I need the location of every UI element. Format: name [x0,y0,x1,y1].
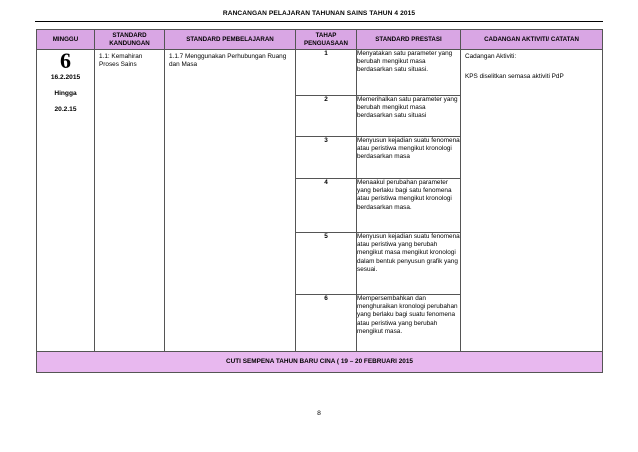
standard-kandungan-text: 1.1: Kemahiran Proses Sains [99,53,143,69]
outcome-cell: Mempersembahkan dan menghuraikan kronologi perubahan yang berlaku bagi suatu fenomena atau peristiwa yang berubah mengikut masa. [357,295,461,352]
standard-pembelajaran-text: 1.1.7 Menggunakan Perhubungan Ruang dan Masa [169,53,287,69]
holiday-text: CUTI SEMPENA TAHUN BARU CINA ( 19 – 20 FEBRUARI 2015 [37,352,603,373]
header-cadangan: CADANGAN AKTIVITI/ CATATAN [461,30,603,50]
cadangan-heading: Cadangan Aktiviti: [465,53,517,60]
header-standard-kandungan: STANDARD KANDUNGAN [95,30,165,50]
page-number: 8 [317,410,321,417]
level-cell: 1 [296,50,357,96]
week-number: 6 [60,48,71,73]
week-cell [37,50,95,352]
level-cell: 5 [296,233,357,295]
cadangan-note: KPS diselitkan semasa aktiviti PdP [465,73,564,81]
outcome-cell: Menyatakan satu parameter yang berubah mengikut masa berdasarkan satu situasi. [357,50,461,96]
cadangan-cell [461,50,603,352]
outcome-cell: Menyusun kejadian suatu fenomena atau peristiwa yang berubah mengikut masa mengikut kronologi dalam bentuk penyusun grafik yang sesuai. [357,233,461,295]
header-minggu: MINGGU [37,30,95,50]
header-row [37,30,603,50]
holiday-row [37,352,603,373]
level-cell: 3 [296,137,357,179]
outcome-cell: Menyusun kejadian suatu fenomena atau peristiwa mengikut kronologi berdasarkan masa [357,137,461,179]
header-standard-pembelajaran: STANDARD PEMBELAJARAN [165,30,296,50]
title-underline [35,21,603,22]
level-cell: 6 [296,295,357,352]
week-end-date: 20.2.15 [54,106,77,113]
table-row [37,50,603,96]
outcome-cell: Menaakul perubahan parameter yang berlaku bagi satu fenomena atau peristiwa mengikut kronologi berdasarkan masa. [357,179,461,233]
header-standard-prestasi: STANDARD PRESTASI [357,30,461,50]
level-cell: 4 [296,179,357,233]
standard-kandungan-cell [95,50,165,352]
week-start-date: 16.2.2015 [50,74,81,81]
document-title: RANCANGAN PELAJARAN TAHUNAN SAINS TAHUN 4 2015 [222,10,416,17]
header-tahap-penguasaan: TAHAP PENGUASAAN [296,30,357,50]
standard-pembelajaran-cell [165,50,296,352]
level-cell: 2 [296,96,357,137]
week-hingga: Hingga [54,90,77,97]
yearly-plan-table [36,29,603,373]
outcome-cell: Memerihalkan satu parameter yang berubah mengikut masa berdasarkan satu situasi [357,96,461,137]
